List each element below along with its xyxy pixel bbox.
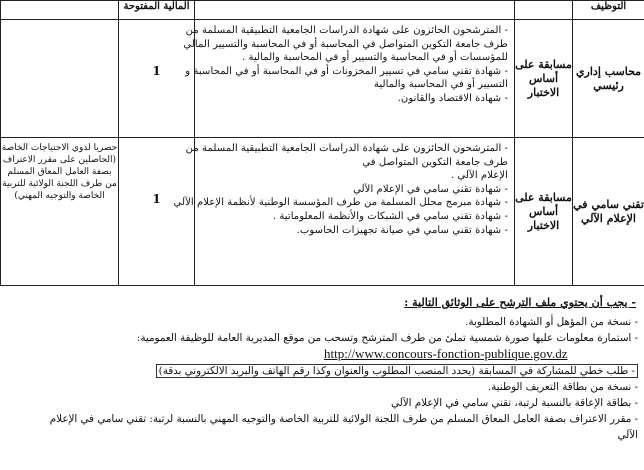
header-qualifications [195,1,515,20]
requirement-item [6,363,638,379]
header-count: المالية المفتوحة [119,1,195,20]
row-position: تقني سامي في الإعلام الآلي [573,138,644,286]
requirement-item: الآلي [617,429,638,442]
qualification-line: التسيير أو في المحاسبة والمالية [374,79,508,91]
requirement-item: - استمارة معلومات عليها صورة شمسية تملئ من طرف المترشح وتسحب من موقع المديرية العامة للوظيفة العمومية: [136,332,638,345]
qualification-line: طرف جامعة التكوين المتواصل في [362,156,508,168]
requirements-title: - يجب أن يحتوي ملف الترشح على الوثائق التالية : [404,296,636,309]
row-notes: حصريا لذوي الاحتياجات الخاصة (الحاصلين على مقرر الاعتراف بصفة العامل المعاق المسلم من طرف اللجنة الولائية للتربية الخاصة والتوجيه المهني) [1,138,119,286]
qualification-line: - شهادة الاقتصاد والقانون. [397,92,508,104]
qualification-line: - شهادة تقني سامي في صيانة تجهيزات الحاسوب. [296,224,508,236]
requirement-item-text: - طلب خطي للمشاركة في المسابقة (يحدد المنصب المطلوب والعنوان وكذا رقم الهاتف والبريد الالكتروني بدقة) [156,364,638,378]
table-row [1,138,644,286]
application-url-link[interactable]: http://www.concours-fonction-publique.gov.dz [324,346,568,362]
requirement-item: - بطاقة الإعاقة بالنسبة لرتبة، تقني سامي في الإعلام الآلي [391,397,638,410]
requirement-item: - نسخة من بطاقة التعريف الوطنية. [487,380,638,393]
row-count: 1 [119,138,195,286]
row-qualifications [173,138,515,286]
header-notes [1,1,119,20]
row-method: مسابقة على أساس الاختبار [515,20,573,138]
table-header-row [1,1,644,20]
qualification-line: - شهادة مبرمج محلل المسلمة من طرف المؤسسة الوطنية لأنظمة الإعلام الآلي [173,197,508,209]
qualification-line: - شهادة تقني سامي في الشبكات والأنظمة المعلوماتية . [272,210,508,222]
qualification-line: الإعلام الآلي . [450,170,508,182]
qualification-line: - المترشحون الحائزون على شهادة الدراسات الجامعية التطبيقية المسلمة من [185,25,508,36]
requirement-item: - نسخة من المؤهل أو الشهادة المطلوبة. [465,316,638,328]
header-method [515,1,573,20]
header-position: التوظيف [573,1,644,20]
qualification-line: طرف جامعة التكوين المتواصل في المحاسبة أو في المحاسبة والتسيير المالي [183,38,508,50]
row-notes [1,20,119,138]
qualification-line: للمؤسسات أو في المحاسبة والتسيير أو في المحاسبة والمالية . [242,52,508,64]
requirement-item: - مقرر الاعتراف بصفة العامل المعاق المسلم من طرف اللجنة الولائية للتربية الخاصة والتوجيه المهني بالنسبة لرتبة: تقني سامي في الإعلام [49,413,638,426]
qualification-line: - شهادة تقني سامي في الإعلام الآلي [353,183,508,195]
table-row [1,20,644,138]
qualification-line: - شهادة تقني سامي في تسيير المخزونات أو في المحاسبة أو في المحاسبة و [185,65,508,77]
row-count: 1 [119,20,195,138]
requirements-list [6,314,638,444]
row-method: مسابقة على أساس الاختبار [515,138,573,286]
qualification-line: - المترشحون الحائزون على شهادة الدراسات الجامعية التطبيقية المسلمة من [185,143,508,154]
row-qualifications [183,20,515,138]
row-position: محاسب إداري رئيسي [573,20,644,138]
